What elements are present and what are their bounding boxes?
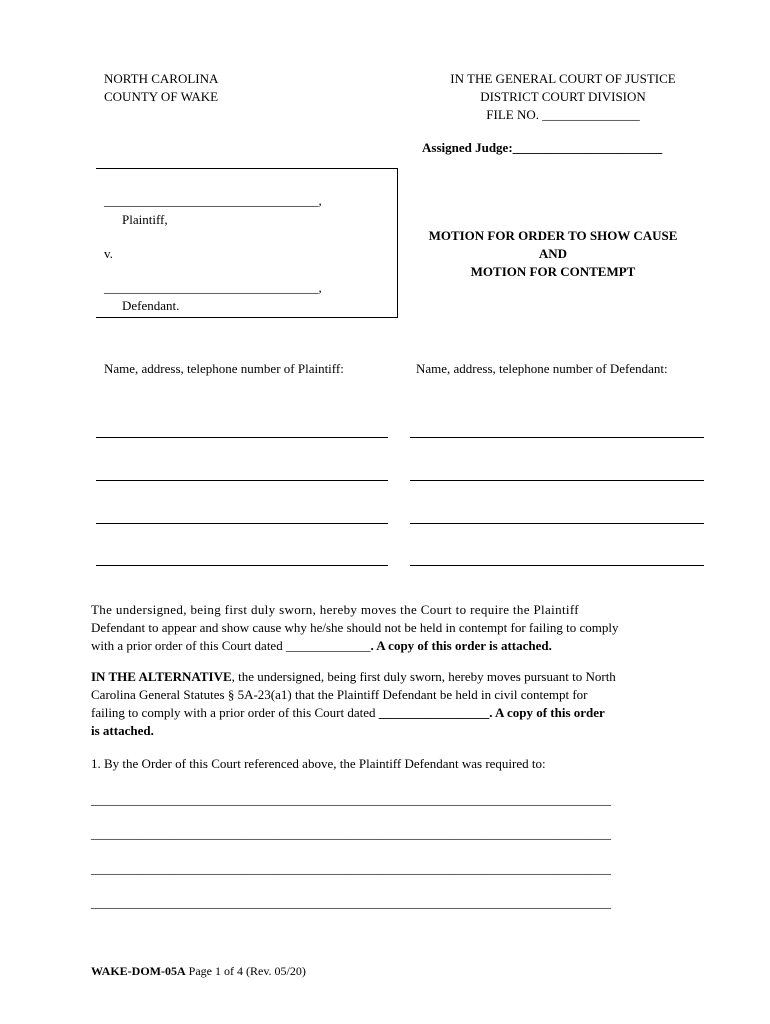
versus-label: v.: [104, 246, 113, 261]
form-id: WAKE-DOM-05A: [91, 964, 186, 978]
assigned-judge-label: Assigned Judge:: [422, 140, 513, 155]
page-info: Page 1 of 4 (Rev. 05/20): [185, 964, 306, 978]
assigned-judge-blank[interactable]: _______________________: [512, 140, 663, 155]
motion-title-line3: MOTION FOR CONTEMPT: [470, 264, 636, 279]
plaintiff-info-line[interactable]: [96, 480, 388, 481]
court-block: [400, 70, 726, 124]
file-number[interactable]: FILE NO. _______________: [486, 107, 640, 122]
p2-line1: [91, 668, 681, 686]
p2-line1-text: , the undersigned, being first duly sworn, hereby moves pursuant to North: [231, 669, 616, 684]
state-name: NORTH CAROLINA: [104, 71, 219, 86]
p2-line4: is attached.: [91, 723, 154, 738]
motion-title-line2: AND: [538, 246, 568, 261]
defendant-info-label: Name, address, telephone number of Defendant:: [416, 361, 668, 376]
plaintiff-info-line[interactable]: [96, 565, 388, 566]
p2-line3-text: failing to comply with a prior order of this Court dated: [91, 705, 379, 720]
plaintiff-info-line[interactable]: [96, 437, 388, 438]
plaintiff-info-label: Name, address, telephone number of Plaintiff:: [104, 361, 344, 376]
state-county-block: [104, 70, 218, 106]
requirement-line[interactable]: ________________________________________________________________________________: [91, 792, 611, 807]
requirement-line[interactable]: ________________________________________________________________________________: [91, 895, 611, 910]
p1-line1: The undersigned, being first duly sworn, hereby moves the Court to require the Plaintiff: [91, 602, 579, 617]
plaintiff-label: Plaintiff,: [122, 212, 168, 227]
show-cause-paragraph: [91, 601, 681, 655]
alternative-heading: IN THE ALTERNATIVE: [91, 669, 232, 684]
p1-line3: [91, 637, 681, 655]
defendant-label: Defendant.: [122, 298, 180, 313]
requirement-line[interactable]: ________________________________________________________________________________: [91, 826, 611, 841]
order-date-blank[interactable]: _____________: [285, 638, 371, 653]
plaintiff-name-blank[interactable]: _________________________________,: [104, 193, 322, 208]
plaintiff-info-line[interactable]: [96, 523, 388, 524]
p2-attached-note: . A copy of this order: [489, 705, 605, 720]
p2-line2: Carolina General Statutes § 5A-23(a1) that the Plaintiff Defendant be held in civil contempt for: [91, 687, 588, 702]
p2-line3: [91, 704, 681, 722]
p1-attached-note: . A copy of this order is attached.: [370, 638, 552, 653]
defendant-info-line[interactable]: [410, 523, 704, 524]
assigned-judge[interactable]: [422, 140, 662, 156]
contempt-paragraph: [91, 668, 681, 740]
court-division: DISTRICT COURT DIVISION: [480, 89, 646, 104]
p1-line2: Defendant to appear and show cause why he/she should not be held in contempt for failing to comply: [91, 620, 619, 635]
motion-title: [400, 227, 706, 281]
defendant-info-line[interactable]: [410, 565, 704, 566]
item-1: 1. By the Order of this Court referenced above, the Plaintiff Defendant was required to:: [91, 756, 546, 771]
form-footer: [91, 964, 306, 979]
defendant-name-blank[interactable]: _________________________________,: [104, 280, 322, 295]
defendant-info-line[interactable]: [410, 480, 704, 481]
county-name: COUNTY OF WAKE: [104, 89, 219, 104]
defendant-info-line[interactable]: [410, 437, 704, 438]
court-name: IN THE GENERAL COURT OF JUSTICE: [450, 71, 676, 86]
p1-line3-text: with a prior order of this Court dated: [91, 638, 286, 653]
motion-title-line1: MOTION FOR ORDER TO SHOW CAUSE: [428, 228, 678, 243]
requirement-line[interactable]: ________________________________________________________________________________: [91, 861, 611, 876]
order-date-blank-2[interactable]: _________________: [378, 705, 490, 720]
